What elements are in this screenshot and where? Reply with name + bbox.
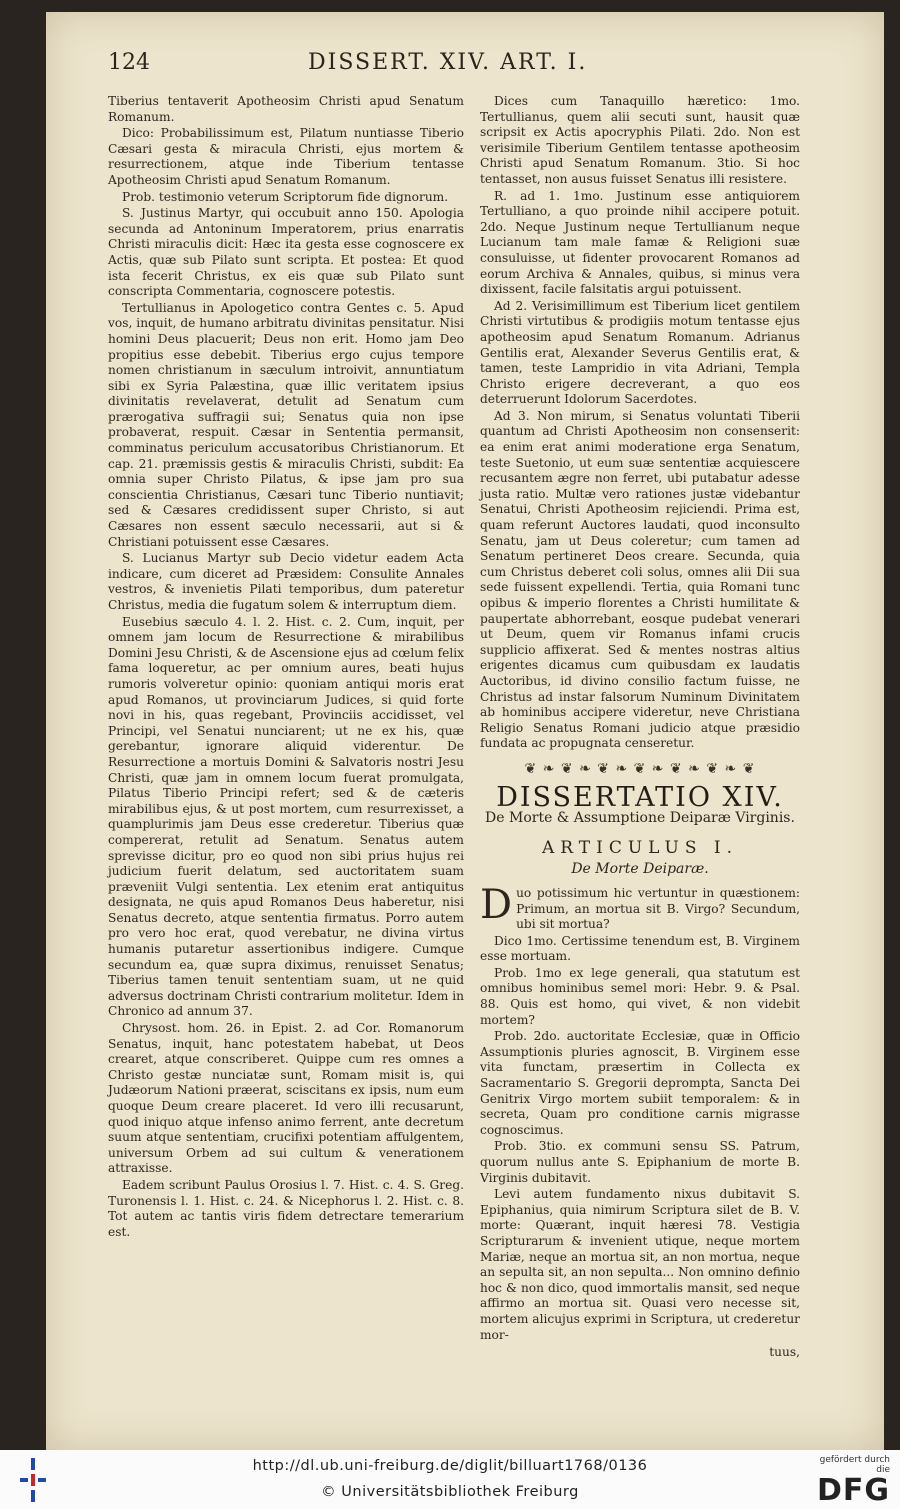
left-paragraph: S. Justinus Martyr, qui occubuit anno 150. Apologia secunda ad Antoninum Imperatorem, prius enarratis Christi miraculis dicit: Hæc ita gesta esse cognoscere ex Actis, quæ sub Pilato sunt scripta. Et postea: Et quod ista fecerit Christus, ex eis quæ sub Pilato sunt conscripta Commentaria, cognoscere potestis. [108, 206, 464, 299]
dissertation-title: DISSERTATIO XIV. [496, 781, 784, 813]
first-paragraph [480, 881, 800, 933]
right-paragraph: Ad 2. Verisimillimum est Tiberium licet gentilem Christi virtutibus & prodigiis motum tentasse ejus apotheosim apud Senatum Romanum. Adrianus Gentilis erat, Alexander Severus Gentilis erat, & tamen, teste Lampridio in vita Adriani, Templa Christo erigere decreverant, a quo eos deterruerunt Idolorum Sacerdotes. [480, 298, 800, 407]
left-paragraph: S. Lucianus Martyr sub Decio videtur eadem Acta indicare, cum diceret ad Præsidem: Consulite Annales vestros, & invenietis Pilati temporibus, dum pateretur Christus, media die fugatum solem & interruptum diem. [108, 551, 464, 612]
right-paragraph: Prob. 1mo ex lege generali, qua statutum est omnibus hominibus semel mori: Hebr. 9. & Psal. 88. Quis est homo, qui vivet, & non videbit mortem? [480, 965, 800, 1027]
left-paragraph: Eusebius sæculo 4. l. 2. Hist. c. 2. Cum, inquit, per omnem jam locum de Resurrectione & mirabilibus Domini Jesu Christi, & de Ascensione ejus ad cœlum felix fama loqueretur, ac per omnium aures, beati hujus rumoris volveretur opinio: quoniam antiqui moris erat apud Romanos, ut provinciarum Judices, si quid forte novi in his, quas regebant, Provinciis accidisset, vel Principi, vel Senatui nunciarent; ut ne ex his, quæ gerebantur, ignorare aliquid viderentur. De Resurrectione a mortuis Domini & Salvatoris nostri Jesu Christi, quæ jam in omnem locum fuerat promulgata, Pilatus Tiberio Principi refert; sed & de cæteris mirabilibus ejus, & ut post mortem, cum resurrexisset, a quamplurimis jam Deus esse crederetur. Tiberius quæ compererat, retulit ad Senatum. Senatus autem sprevisse dicitur, pro eo quod non sibi prius hujus rei judicium fuerit delatum, sed auctoritatem suam præveniit Vulgi sententia. Lex etenim erat antiquitus designata, ne quis apud Romanos Deus haberetur, nisi Senatus decreto, atque sententia firmatus. Porro autem pro vero hoc erat, quod verebatur, ne divina virtus humanis putaretur assertionibus indigere. Cumque secundum ea, quæ supra diximus, renuisset Senatus; Tiberius tamen tenuit sententiam suam, ut ne quid adversus doctrinam Christi contrarium molitetur. Idem in Chronico ad annum 37. [108, 614, 464, 1019]
left-paragraph: Eadem scribunt Paulus Orosius l. 7. Hist. c. 4. S. Greg. Turonensis l. 1. Hist. c. 24. & Nicephorus l. 2. Hist. c. 8. Tot autem ac tantis viris fidem detrectare temerarium est. [108, 1177, 464, 1239]
article-subtitle: De Morte Deiparæ. [571, 861, 709, 878]
catchword: tuus, [769, 1345, 800, 1360]
permalink-url[interactable]: http://dl.ub.uni-freiburg.de/diglit/billuart1768/0136 [252, 1458, 648, 1474]
dfg-funding-text: gefördert durch die [819, 1455, 890, 1475]
dissertation-subtitle: De Morte & Assumptione Deiparæ Virginis. [485, 810, 795, 827]
right-column [480, 94, 800, 1361]
dfg-wordmark: DFG [816, 1473, 890, 1508]
article-title: ARTICULUS I. [541, 837, 739, 858]
page-number: 124 [108, 50, 150, 75]
left-paragraph: Tiberius tentaverit Apotheosim Christi apud Senatum Romanum. [108, 94, 464, 124]
page-header [108, 50, 798, 80]
right-paragraph: Prob. 3tio. ex communi sensu SS. Patrum, quorum nullus ante S. Epiphanium de morte B. Virginis dubitavit. [480, 1139, 800, 1185]
right-paragraph: Levi autem fundamento nixus dubitavit S. Epiphanius, quia nimirum Scriptura silet de B. V. morte: Quærant, inquit hæresi 78. Vestigia Scripturarum & invenient utique, neque mortem Mariæ, neque an mortua sit, an non mortua, neque an sepulta sit, an non sepulta... Non omnino definio hoc & non dico, quod immortalis mansit, sed neque affirmo an mortua sit. Quasi vero necesse sit, mortem alicujus exprimi in Scriptura, ut crederetur mor- [480, 1187, 800, 1342]
right-paragraph: Dico 1mo. Certissime tenendum est, B. Virginem esse mortuam. [480, 933, 800, 964]
copyright-notice: © Universitätsbibliothek Freiburg [321, 1484, 579, 1500]
first-paragraph-text: uo potissimum hic vertuntur in quæstionem: Primum, an mortua sit B. Virgo? Secundum, ubi sit mortua? [516, 885, 800, 932]
running-head: DISSERT. XIV. ART. I. [308, 50, 588, 75]
viewer-footer [0, 1450, 900, 1509]
dfg-logo [808, 1455, 890, 1507]
left-paragraph: Chrysost. hom. 26. in Epist. 2. ad Cor. Romanorum Senatus, inquit, hanc potestatem habebat, ut Deos crearet, atque conscriberet. Quippe cum res omnes a Christo gestæ nunciatæ sunt, Romam misit is, qui Judæorum Nationi præerat, sciscitans ex ipsis, num eum quoque Deum creare placeret. Id vero illi recusarunt, quod iniquo atque infenso animo ferrent, ante decretum suum atque sententiam, crucifixi potentiam affulgentem, universum Orbem ad sui cultum & venerationem attraxisse. [108, 1021, 464, 1176]
right-paragraph: Dices cum Tanaquillo hæretico: 1mo. Tertullianus, quem alii secuti sunt, hausit quæ scripsit ex Actis apocryphis Pilati. 2do. Non est verisimile Tiberium Gentilem tentasse apotheosim Christi apud Senatum Romanum. 3tio. Si hoc tentasset, non ausus fuisset Senatus illi resistere. [480, 94, 800, 186]
left-column [108, 94, 464, 1241]
left-paragraph: Tertullianus in Apologetico contra Gentes c. 5. Apud vos, inquit, de humano arbitratu divinitas pensitatur. Nisi homini Deus placuerit; Deus non erit. Homo jam Deo propitius esse debebit. Tiberius ergo cujus tempore nomen christianum in sæculum introivit, annuntiatum sibi ex Syria Palæstina, quæ illic veritatem ipsius divinitatis revelaverat, detulit ad Senatum cum prærogativa suffragii sui; Senatus quia non ipse probaverat, respuit. Cæsar in Sententia permansit, comminatus periculum accusatoribus Christianorum. Et cap. 21. præmissis gestis & miraculis Christi, subdit: Ea omnia super Christo Pilatus, & ipse jam pro sua conscientia Christianus, Cæsari tunc Tiberio nuntiavit; sed & Cæsares credidissent super Christo, si aut Cæsares non essent sæculo necessarii, aut si & Christiani potuissent esse Cæsares. [108, 300, 464, 549]
drop-cap: D [480, 881, 513, 928]
left-paragraph: Prob. testimonio veterum Scriptorum fide dignorum. [122, 189, 449, 204]
ornament-divider: ❦ ❧ ❦ ❧ ❦ ❧ ❦ ❧ ❦ ❧ ❦ ❧ ❦ [524, 761, 756, 777]
right-paragraph: Ad 3. Non mirum, si Senatus voluntati Tiberii quantum ad Christi Apotheosim non consenserit: ea enim erat animi moderatione erga Senatum, teste Suetonio, ut eum suæ sententiæ acquiescere recusantem ægre non ferret, ubi putabatur adesse justa ratio. Multæ vero rationes justæ videbantur Senatui, Christi Apotheosim rejiciendi. Prima est, quam referunt Auctores laudati, quod inconsulto Senatu, jam ut Deus coleretur; cum tamen ad Senatum pertineret Deos creare. Secunda, quia cum Christus deberet coli solus, omnes alii Dii sua sede fuissent expellendi. Tertia, quia Romani tunc opibus & imperio florentes a Christi humilitate & paupertate abhorrebant, eosque pudebat venerari ut Deum, quem vir Romanus infami crucis supplicio affixerat. Sed & mentes nostras altius erigentes dicamus cum quibusdam ex laudatis Auctoribus, id divino consilio factum fuisse, ne Christus ad instar falsorum Numinum Divinitatem ab hominibus accipere videretur, neve Christiana Religio Senatus Romani judicio atque præsidio fundata ac propugnata censeretur. [480, 408, 800, 751]
right-paragraph: R. ad 1. 1mo. Justinum esse antiquiorem Tertulliano, a quo proinde nihil accipere potuit. 2do. Neque Justinum neque Tertullianum neque Lucianum tam male famæ & Religioni suæ consuluisse, ut fidenter provocarent Romanos ad eorum Archiva & Annales, quibus, si minus vera dixissent, facile falsitatis argui potuissent. [480, 188, 800, 297]
left-paragraph: Dico: Probabilissimum est, Pilatum nuntiasse Tiberio Cæsari gesta & miracula Christi, ejus mortem & resurrectionem, atque inde Tiberium tentasse Apotheosim Christi apud Senatum Romanum. [108, 126, 464, 187]
right-paragraph: Prob. 2do. auctoritate Ecclesiæ, quæ in Officio Assumptionis pluries agnoscit, B. Virginem esse vita functam, præsertim in Collecta ex Sacramentario S. Gregorii deprompta, Sancta Dei Genitrix Virgo mortem subiit temporalem: & in secreta, Quam pro conditione carnis migrasse cognoscimus. [480, 1029, 800, 1137]
